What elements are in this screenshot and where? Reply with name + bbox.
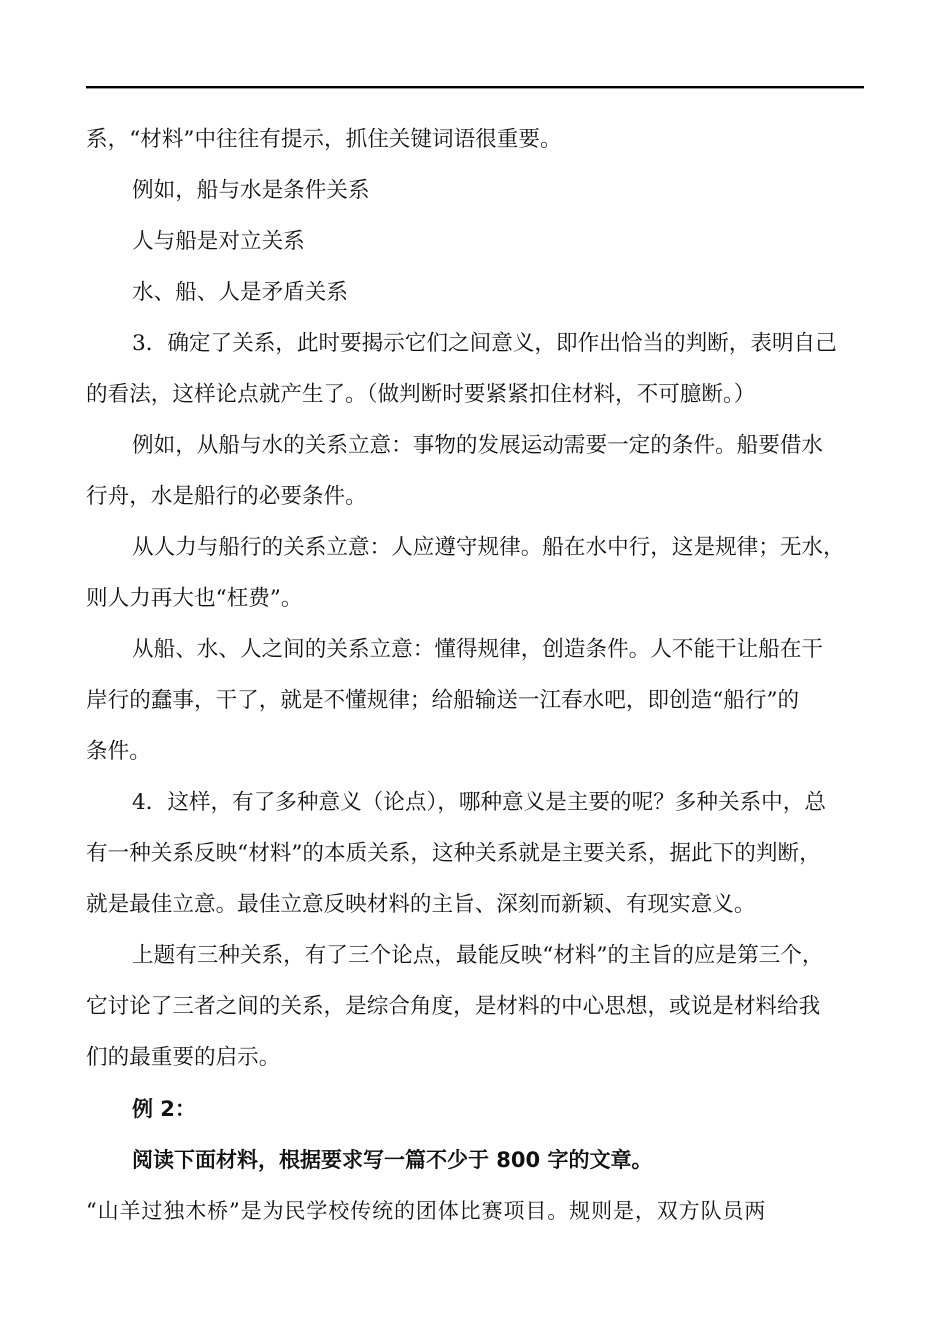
paragraph-line: 从人力与船行的关系立意：人应遵守规律。船在水中行，这是规律；无水， bbox=[132, 535, 845, 560]
paragraph-line: 则人力再大也“枉费”。 bbox=[86, 586, 303, 611]
paragraph-line: 行舟，水是船行的必要条件。 bbox=[86, 484, 367, 509]
document-body bbox=[86, 124, 864, 1246]
paragraph-line: 人与船是对立关系 bbox=[132, 229, 305, 254]
paragraph-line: 例如，船与水是条件关系 bbox=[132, 178, 370, 203]
writing-prompt: 阅读下面材料，根据要求写一篇不少于 800 字的文章。 bbox=[132, 1148, 653, 1172]
example-heading: 例 2： bbox=[132, 1097, 196, 1121]
paragraph-line: 岸行的蠢事，干了，就是不懂规律；给船输送一江春水吧，即创造“船行”的 bbox=[86, 688, 800, 713]
paragraph-line: 们的最重要的启示。 bbox=[86, 1045, 281, 1070]
paragraph-line: 就是最佳立意。最佳立意反映材料的主旨、深刻而新颖、有现实意义。 bbox=[86, 892, 756, 917]
paragraph-line: 条件。 bbox=[86, 739, 151, 764]
paragraph-line: 3．确定了关系，此时要揭示它们之间意义，即作出恰当的判断，表明自己 bbox=[132, 331, 837, 356]
paragraph-line: 例如，从船与水的关系立意：事物的发展运动需要一定的条件。船要借水 bbox=[132, 433, 824, 458]
paragraph-line: 有一种关系反映“材料”的本质关系，这种关系就是主要关系，据此下的判断， bbox=[86, 841, 821, 866]
paragraph-line: 系，“材料”中往往有提示，抓住关键词语很重要。 bbox=[86, 127, 562, 152]
paragraph-line: 从船、水、人之间的关系立意：懂得规律，创造条件。人不能干让船在干 bbox=[132, 637, 824, 662]
paragraph-line: 的看法，这样论点就产生了。（做判断时要紧紧扣住材料，不可臆断。） bbox=[86, 382, 756, 407]
paragraph-line: 水、船、人是矛盾关系 bbox=[132, 280, 348, 305]
paragraph-line: 它讨论了三者之间的关系，是综合角度，是材料的中心思想，或说是材料给我 bbox=[86, 994, 821, 1019]
paragraph-line: 上题有三种关系，有了三个论点，最能反映“材料”的主旨的应是第三个， bbox=[132, 943, 824, 968]
header-rule bbox=[86, 86, 864, 89]
paragraph-line: 4．这样，有了多种意义（论点），哪种意义是主要的呢？多种关系中，总 bbox=[132, 790, 826, 815]
material-text: “山羊过独木桥”是为民学校传统的团体比赛项目。规则是，双方队员两 bbox=[86, 1199, 767, 1223]
